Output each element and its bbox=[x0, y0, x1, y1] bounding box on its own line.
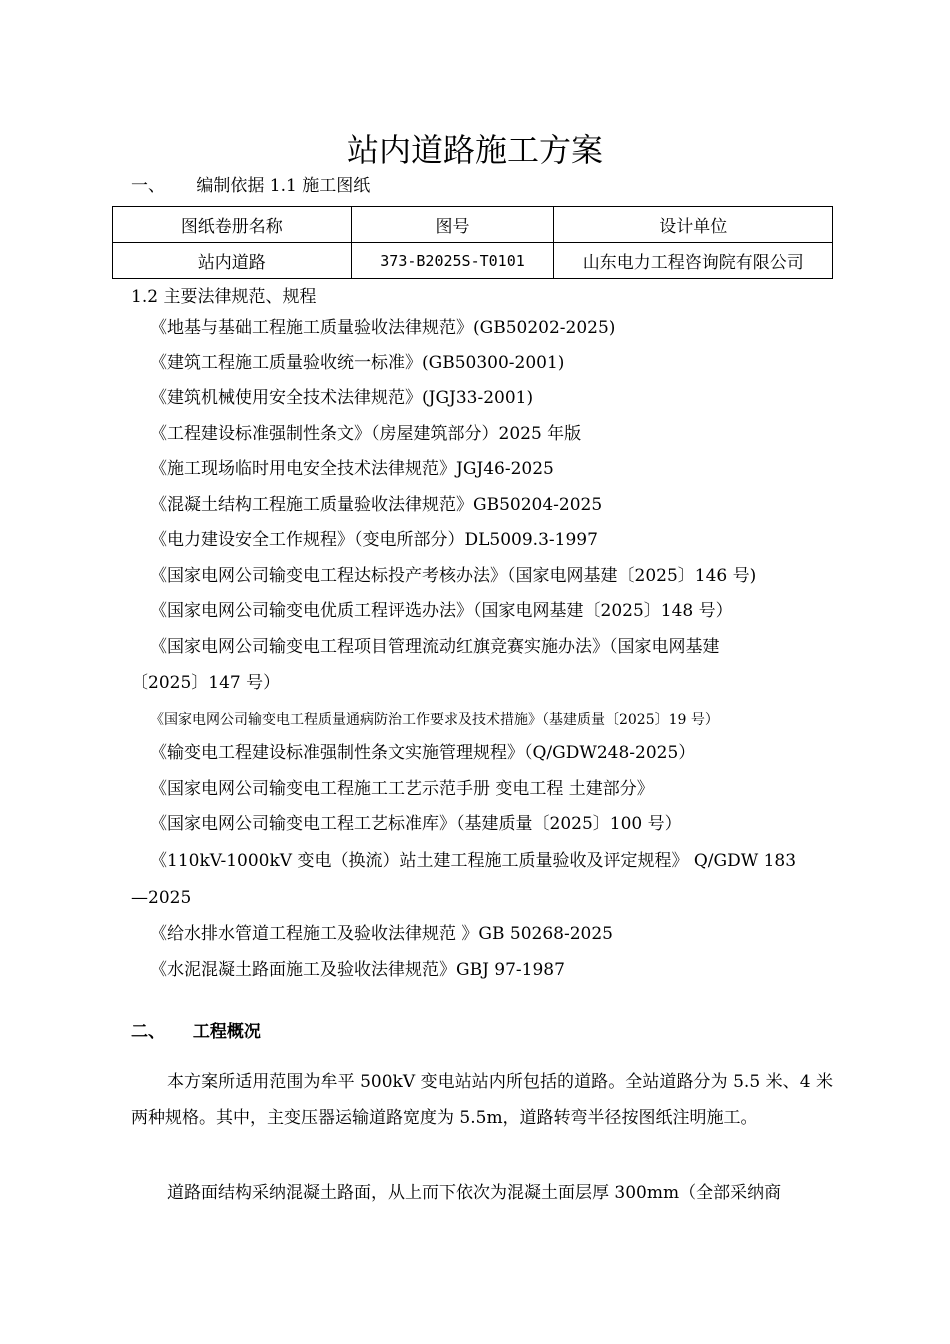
table-cell: 373-B2025S-T0101 bbox=[351, 243, 554, 279]
regulation-item: 《国家电网公司输变电工程施工工艺示范手册 变电工程 土建部分》 bbox=[150, 779, 654, 799]
regulation-item: 《国家电网公司输变电优质工程评选办法》（国家电网基建〔2025〕148 号） bbox=[150, 601, 733, 621]
regulation-item: 《给水排水管道工程施工及验收法律规范 》GB 50268-2025 bbox=[150, 924, 613, 944]
section-1-prefix: 一、 bbox=[131, 176, 165, 196]
overview-paragraph: 本方案所适用范围为牟平 500kV 变电站站内所包括的道路。全站道路分为 5.5 米、4 米两种规格。其中，主变压器运输道路宽度为 5.5m，道路转弯半径按图纸注明施工。 bbox=[131, 1072, 833, 1128]
regulation-item: 《输变电工程建设标准强制性条文实施管理规程》（Q/GDW248-2025） bbox=[150, 743, 696, 763]
regulation-item: 《地基与基础工程施工质量验收法律规范》(GB50202-2025) bbox=[150, 318, 616, 338]
table-header-cell: 图号 bbox=[351, 207, 554, 243]
document-title: 站内道路施工方案 bbox=[346, 131, 603, 169]
drawings-table bbox=[112, 206, 833, 279]
regulation-item: 《水泥混凝土路面施工及验收法律规范》GBJ 97-1987 bbox=[150, 960, 565, 980]
table-header-cell: 图纸卷册名称 bbox=[113, 207, 352, 243]
section-2-heading bbox=[131, 1020, 261, 1044]
section-2-prefix: 二、 bbox=[131, 1022, 165, 1042]
regulation-item-continuation: 〔2025〕147 号） bbox=[131, 673, 281, 693]
table-cell: 站内道路 bbox=[113, 243, 352, 279]
regulation-item: 《国家电网公司输变电工程达标投产考核办法》（国家电网基建〔2025〕146 号) bbox=[150, 566, 757, 586]
section-1-heading bbox=[131, 174, 370, 198]
table-header-cell: 设计单位 bbox=[554, 207, 833, 243]
table-row bbox=[113, 243, 833, 279]
regulation-item: 《国家电网公司输变电工程工艺标准库》（基建质量〔2025〕100 号） bbox=[150, 814, 682, 834]
regulation-item: 《110kV-1000kV 变电（换流）站土建工程施工质量验收及评定规程》 Q/GDW 183 bbox=[150, 851, 797, 871]
subsection-1-2-heading: 1.2 主要法律规范、规程 bbox=[131, 287, 317, 307]
regulation-item: 《建筑工程施工质量验收统一标准》(GB50300-2001) bbox=[150, 353, 565, 373]
regulation-item: 《施工现场临时用电安全技术法律规范》JGJ46-2025 bbox=[150, 459, 554, 479]
overview-paragraph: 道路面结构采纳混凝土路面，从上而下依次为混凝土面层厚 300mm（全部采纳商 bbox=[167, 1183, 782, 1203]
regulation-item-continuation: —2025 bbox=[131, 888, 192, 908]
table-header-row bbox=[113, 207, 833, 243]
regulation-item: 《混凝土结构工程施工质量验收法律规范》GB50204-2025 bbox=[150, 495, 603, 515]
regulation-item: 《电力建设安全工作规程》（变电所部分）DL5009.3-1997 bbox=[150, 530, 598, 550]
section-1-title: 编制依据 1.1 施工图纸 bbox=[196, 176, 371, 196]
table-cell: 山东电力工程咨询院有限公司 bbox=[554, 243, 833, 279]
section-2-title: 工程概况 bbox=[192, 1022, 261, 1042]
regulation-item: 《工程建设标准强制性条文》（房屋建筑部分）2025 年版 bbox=[150, 424, 582, 444]
regulation-item: 《国家电网公司输变电工程质量通病防治工作要求及技术措施》（基建质量〔2025〕19 号） bbox=[150, 712, 719, 728]
regulation-item: 《建筑机械使用安全技术法律规范》(JGJ33-2001) bbox=[150, 388, 534, 408]
regulation-item: 《国家电网公司输变电工程项目管理流动红旗竞赛实施办法》（国家电网基建 bbox=[150, 637, 720, 657]
